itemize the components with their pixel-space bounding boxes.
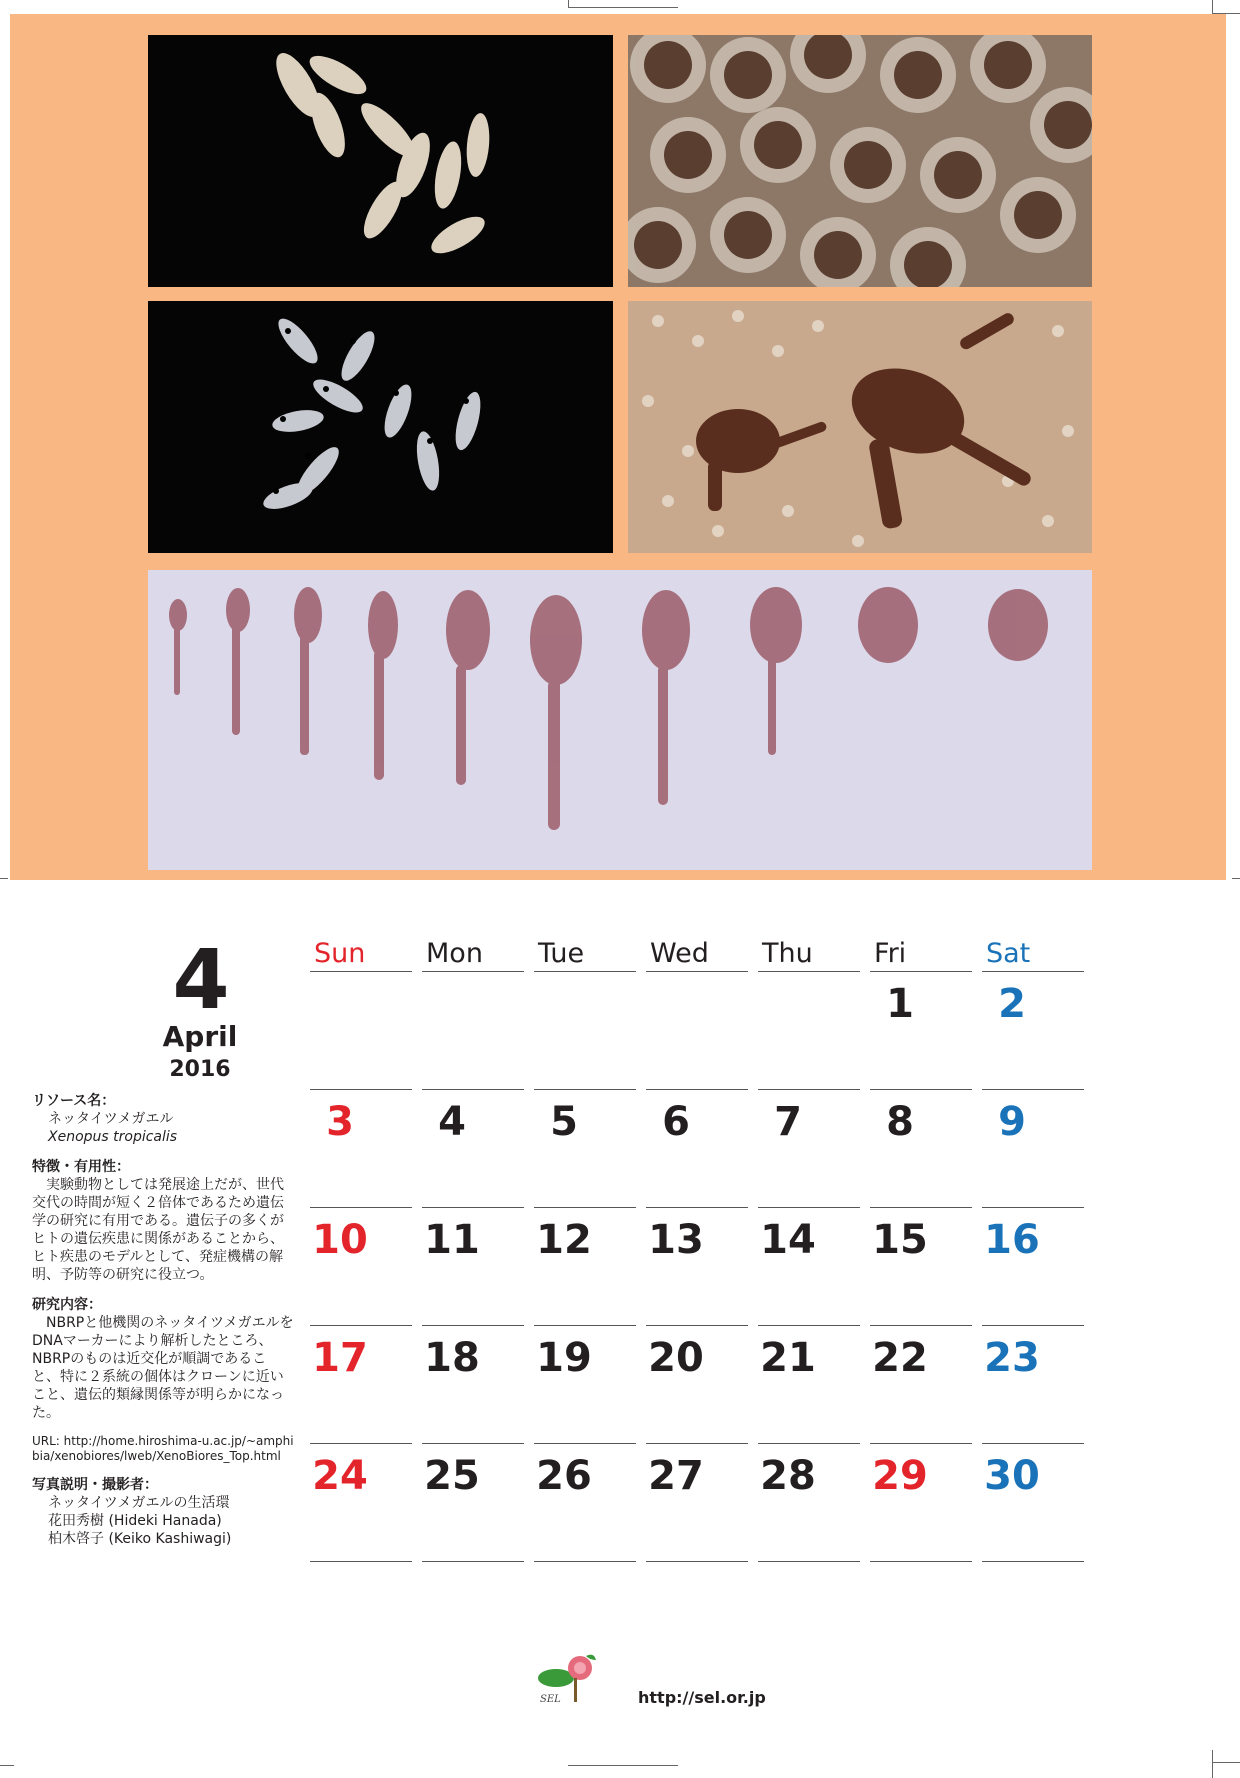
photo-heading: 写真説明・撮影者：	[32, 1477, 158, 1493]
grid-line	[870, 1325, 972, 1326]
grid-line	[534, 1089, 636, 1090]
date-cell-17: 17	[312, 1335, 368, 1381]
date-cell-29: 29	[872, 1453, 928, 1499]
photo-metamorphosis-series	[148, 570, 1092, 870]
info-column	[32, 1092, 294, 1560]
photographer-2: 柏木啓子 (Keiko Kashiwagi)	[48, 1531, 232, 1547]
date-cell-25: 25	[424, 1453, 480, 1499]
site-url[interactable]: http://sel.or.jp	[638, 1688, 766, 1707]
date-cell-26: 26	[536, 1453, 592, 1499]
year: 2016	[169, 1057, 231, 1082]
grid-line	[646, 1089, 748, 1090]
date-cell-6: 6	[662, 1099, 690, 1145]
feature-block	[32, 1158, 294, 1284]
crop-mark	[1212, 0, 1213, 14]
grid-line	[982, 971, 1084, 972]
crop-mark	[1212, 1750, 1213, 1778]
date-cell-14: 14	[760, 1217, 816, 1263]
date-cell-30: 30	[984, 1453, 1040, 1499]
crop-mark	[1232, 878, 1240, 879]
research-block	[32, 1296, 294, 1422]
grid-line	[310, 971, 412, 972]
grid-line	[646, 1443, 748, 1444]
date-cell-10: 10	[312, 1217, 368, 1263]
grid-line	[758, 1089, 860, 1090]
resource-block	[32, 1092, 294, 1146]
grid-line	[982, 1443, 1084, 1444]
crop-mark	[568, 1765, 678, 1766]
weekday-header-mon: Mon	[426, 938, 483, 969]
photo-hatchling-tadpoles	[148, 35, 613, 287]
grid-line	[982, 1089, 1084, 1090]
date-cell-1: 1	[886, 981, 914, 1027]
grid-line	[870, 971, 972, 972]
grid-line	[870, 1443, 972, 1444]
grid-line	[646, 1561, 748, 1562]
date-cell-23: 23	[984, 1335, 1040, 1381]
grid-line	[646, 1325, 748, 1326]
grid-line	[982, 1325, 1084, 1326]
weekday-header-fri: Fri	[874, 938, 907, 969]
grid-line	[982, 1561, 1084, 1562]
grid-line	[310, 1089, 412, 1090]
grid-line	[758, 971, 860, 972]
grid-line	[534, 1561, 636, 1562]
feature-heading: 特徴・有用性：	[32, 1159, 130, 1175]
grid-line	[758, 1325, 860, 1326]
photo-panel	[10, 14, 1226, 880]
resource-name-latin: Xenopus tropicalis	[48, 1129, 178, 1145]
date-cell-18: 18	[424, 1335, 480, 1381]
grid-line	[870, 1207, 972, 1208]
date-cell-13: 13	[648, 1217, 704, 1263]
grid-line	[310, 1325, 412, 1326]
weekday-header-sat: Sat	[986, 938, 1031, 969]
date-cell-21: 21	[760, 1335, 816, 1381]
photo-caption: ネッタイツメガエルの生活環	[48, 1495, 230, 1511]
date-cell-3: 3	[326, 1099, 354, 1145]
date-cell-8: 8	[886, 1099, 914, 1145]
grid-line	[310, 1561, 412, 1562]
grid-line	[310, 1207, 412, 1208]
date-cell-5: 5	[550, 1099, 578, 1145]
date-cell-7: 7	[774, 1099, 802, 1145]
crop-mark	[0, 1765, 14, 1766]
weekday-header-sun: Sun	[314, 938, 366, 969]
date-cell-15: 15	[872, 1217, 928, 1263]
resource-heading: リソース名：	[32, 1093, 116, 1109]
grid-line	[870, 1089, 972, 1090]
date-cell-2: 2	[998, 981, 1026, 1027]
weekday-header-tue: Tue	[538, 938, 585, 969]
date-cell-12: 12	[536, 1217, 592, 1263]
date-cell-28: 28	[760, 1453, 816, 1499]
grid-line	[758, 1443, 860, 1444]
grid-line	[422, 971, 524, 972]
grid-line	[646, 971, 748, 972]
photographer-1: 花田秀樹 (Hideki Hanada)	[48, 1513, 222, 1529]
date-cell-20: 20	[648, 1335, 704, 1381]
date-cell-9: 9	[998, 1099, 1026, 1145]
grid-line	[310, 1443, 412, 1444]
weekday-header-thu: Thu	[762, 938, 813, 969]
month-number: 4	[172, 933, 228, 1028]
photo-dividing-eggs	[628, 35, 1092, 287]
grid-line	[534, 971, 636, 972]
grid-line	[982, 1207, 1084, 1208]
logo-text: SEL	[540, 1694, 561, 1705]
weekday-header-wed: Wed	[650, 938, 709, 969]
feature-body: 実験動物としては発展途上だが、世代交代の時間が短く２倍体であるため遺伝学の研究に有用である。遺伝子の多くがヒトの遺伝疾患に関係があることから、ヒト疾患のモデルとして、発症機構の解明、予防等の研究に役立つ。	[32, 1177, 284, 1283]
grid-line	[422, 1443, 524, 1444]
grid-line	[422, 1089, 524, 1090]
resource-url[interactable]: URL: http://home.hiroshima-u.ac.jp/~amphibia/xenobiores/lweb/XenoBiores_Top.html	[32, 1434, 294, 1463]
month-name: April	[162, 1020, 238, 1053]
date-cell-16: 16	[984, 1217, 1040, 1263]
grid-line	[758, 1561, 860, 1562]
grid-line	[534, 1443, 636, 1444]
research-body: NBRPと他機関のネッタイツメガエルをDNAマーカーにより解析したところ、NBRPのものは近交化が順調であること、特に２系統の個体はクローンに近いこと、遺伝的類縁関係等が明らかになった。	[32, 1315, 294, 1421]
crop-mark	[1212, 1762, 1240, 1763]
crop-mark	[0, 878, 8, 879]
crop-mark	[568, 7, 678, 8]
date-cell-19: 19	[536, 1335, 592, 1381]
photo-swimming-tadpoles	[148, 301, 613, 553]
photo-adult-frogs	[628, 301, 1092, 553]
date-cell-24: 24	[312, 1453, 368, 1499]
grid-line	[422, 1207, 524, 1208]
grid-line	[422, 1561, 524, 1562]
photo-credit-block	[32, 1476, 294, 1548]
grid-line	[422, 1325, 524, 1326]
grid-line	[534, 1207, 636, 1208]
grid-line	[758, 1207, 860, 1208]
sel-logo	[530, 1650, 610, 1710]
grid-line	[534, 1325, 636, 1326]
date-cell-4: 4	[438, 1099, 466, 1145]
date-cell-27: 27	[648, 1453, 704, 1499]
date-cell-22: 22	[872, 1335, 928, 1381]
grid-line	[870, 1561, 972, 1562]
grid-line	[646, 1207, 748, 1208]
research-heading: 研究内容：	[32, 1297, 102, 1313]
resource-name-ja: ネッタイツメガエル	[48, 1111, 174, 1127]
date-cell-11: 11	[424, 1217, 480, 1263]
